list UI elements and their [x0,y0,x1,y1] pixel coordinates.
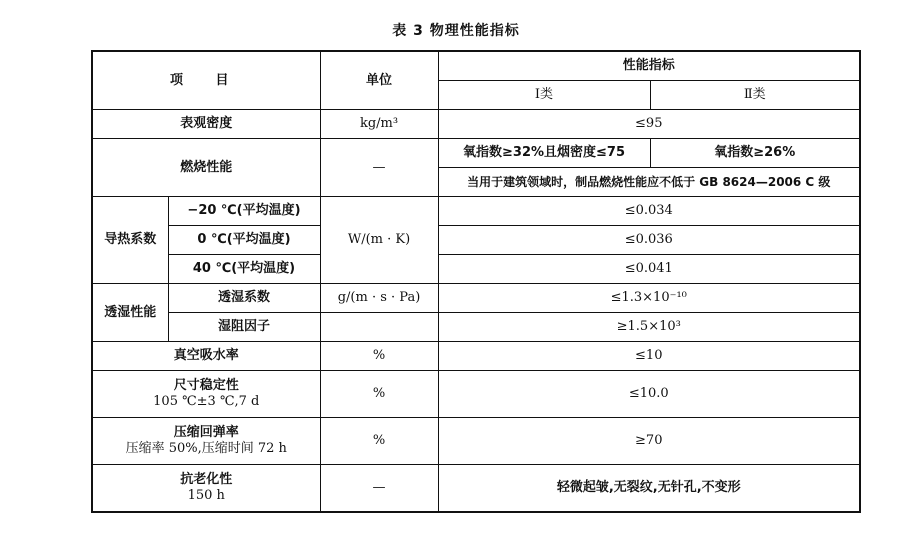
aging-resistance-unit: — [320,465,438,513]
conductivity-temp: 40 ℃(平均温度) [168,255,320,284]
conductivity-label: 导热系数 [92,197,168,284]
compression-rebound-value: ≥70 [438,418,860,465]
aging-resistance-cell [92,465,320,513]
physical-properties-table [91,50,861,513]
table-row [92,197,860,226]
combustion-class-2: 氧指数≥26% [650,139,860,168]
combustion-class-1: 氧指数≥32%且烟密度≤75 [438,139,650,168]
table-row [92,226,860,255]
table-row [92,110,860,139]
combustion-unit: — [320,139,438,197]
header-row [92,51,860,81]
table-row [92,284,860,313]
table-row [92,418,860,465]
compression-rebound-cell [92,418,320,465]
compression-rebound-condition: 压缩率 50%,压缩时间 72 h [125,441,287,456]
conductivity-temp: 0 ℃(平均温度) [168,226,320,255]
combustion-note: 当用于建筑领域时，制品燃烧性能应不低于 GB 8624—2006 C 级 [438,168,860,197]
dimensional-stability-cell [92,371,320,418]
permeability-item: 湿阻因子 [168,313,320,342]
vacuum-absorption-unit: % [320,342,438,371]
dimensional-stability-value: ≤10.0 [438,371,860,418]
dimensional-stability-unit: % [320,371,438,418]
conductivity-temp: −20 ℃(平均温度) [168,197,320,226]
combustion-label: 燃烧性能 [92,139,320,197]
table-row [92,313,860,342]
table-title: 表 3 物理性能指标 [392,23,520,39]
permeability-label: 透湿性能 [92,284,168,342]
density-value: ≤95 [438,110,860,139]
compression-rebound-label: 压缩回弹率 [173,425,239,440]
vacuum-absorption-label: 真空吸水率 [92,342,320,371]
conductivity-unit: W/(m · K) [320,197,438,284]
dimensional-stability-label: 尺寸稳定性 [173,378,239,393]
aging-resistance-condition: 150 h [187,488,225,503]
aging-resistance-value: 轻微起皱,无裂纹,无针孔,不变形 [438,465,860,513]
table-row [92,255,860,284]
table-row [92,139,860,168]
conductivity-value: ≤0.041 [438,255,860,284]
density-label: 表观密度 [92,110,320,139]
compression-rebound-unit: % [320,418,438,465]
permeability-unit: g/(m · s · Pa) [320,284,438,313]
table-row [92,342,860,371]
permeability-value: ≤1.3×10⁻¹⁰ [438,284,860,313]
header-class-2: Ⅱ类 [650,81,860,110]
table-row [92,465,860,513]
permeability-value: ≥1.5×10³ [438,313,860,342]
density-unit: kg/m³ [320,110,438,139]
conductivity-value: ≤0.034 [438,197,860,226]
header-class-1: Ⅰ类 [438,81,650,110]
aging-resistance-label: 抗老化性 [180,472,233,487]
conductivity-value: ≤0.036 [438,226,860,255]
permeability-unit [320,313,438,342]
header-indicator: 性能指标 [438,51,860,81]
vacuum-absorption-value: ≤10 [438,342,860,371]
header-item: 项 目 [92,51,320,110]
header-unit: 单位 [320,51,438,110]
permeability-item: 透湿系数 [168,284,320,313]
dimensional-stability-condition: 105 ℃±3 ℃,7 d [153,394,260,409]
table-row [92,371,860,418]
